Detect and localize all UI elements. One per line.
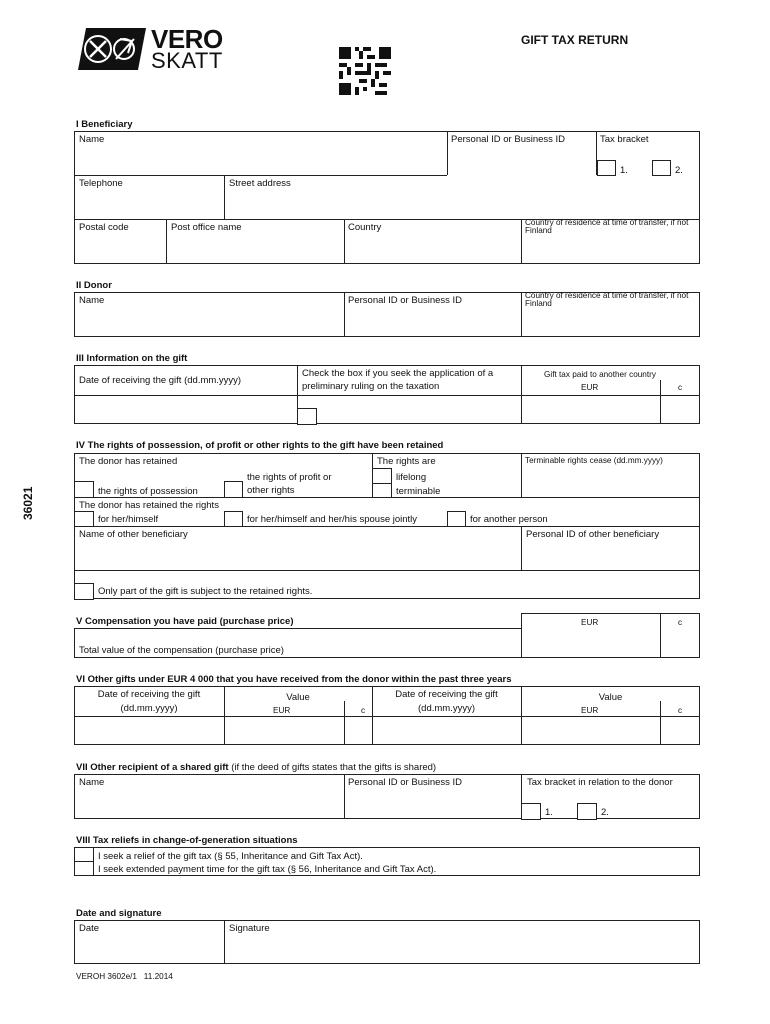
label-possession: the rights of possession [98, 486, 198, 497]
for-another-checkbox[interactable] [447, 511, 466, 527]
paid-cents-field[interactable] [662, 397, 699, 423]
section-shared-gift-heading [76, 762, 436, 773]
label-beneficiary-pid: Personal ID or Business ID [451, 134, 566, 145]
shared-name-field[interactable] [76, 789, 343, 818]
label-extended-payment: I seek extended payment time for the gift tax (§ 56, Inheritance and Gift Tax Act). [98, 864, 437, 875]
for-spouse-checkbox[interactable] [224, 511, 243, 527]
shared-gift-heading-note: (if the deed of gifts states that the gifts is shared) [228, 762, 437, 773]
telephone-field[interactable] [76, 190, 222, 218]
label-gift1-date-line2: (dd.mm.yyyy) [120, 703, 178, 714]
label-beneficiary-residence: Country of residence at time of transfer, if not Finland [525, 218, 689, 235]
label-telephone: Telephone [79, 178, 123, 189]
label-country: Country [348, 222, 382, 233]
only-part-checkbox[interactable] [74, 583, 94, 600]
logo-skatt: SKATT [151, 48, 223, 73]
postal-code-field[interactable] [76, 234, 164, 263]
label-gift1-value: Value [286, 692, 310, 703]
donor-residence-field[interactable] [523, 309, 699, 336]
label-beneficiary-name: Name [79, 134, 105, 145]
shared-bracket-2-label: 2. [601, 807, 609, 818]
label-compensation-eur: EUR [581, 618, 599, 627]
post-office-field[interactable] [168, 234, 343, 263]
label-relief-gift-tax: I seek a relief of the gift tax (§ 55, Inheritance and Gift Tax Act). [98, 851, 363, 862]
paid-eur-field[interactable] [523, 397, 659, 423]
compensation-cents-field[interactable] [662, 629, 699, 657]
label-paid-c: c [678, 383, 683, 392]
street-address-field[interactable] [226, 190, 698, 218]
label-gift2-date-line1: Date of receiving the gift [395, 689, 498, 700]
label-profit-line1: the rights of profit or [247, 472, 332, 483]
donor-pid-field[interactable] [346, 307, 520, 336]
vero-emblem-icon [76, 27, 148, 71]
tax-bracket-1-label: 1. [620, 165, 628, 176]
label-for-himself: for her/himself [98, 514, 159, 525]
gift1-date-field[interactable] [76, 718, 223, 744]
preliminary-ruling-checkbox[interactable] [297, 408, 317, 425]
shared-bracket-1-label: 1. [545, 807, 553, 818]
rights-of-possession-checkbox[interactable] [74, 481, 94, 498]
label-date-received: Date of receiving the gift (dd.mm.yyyy) [79, 375, 242, 386]
label-terminable: terminable [396, 486, 441, 497]
label-gift1-date-line1: Date of receiving the gift [97, 689, 201, 700]
tax-bracket-2-label: 2. [675, 165, 683, 176]
terminable-checkbox[interactable] [372, 483, 392, 498]
label-donor-pid: Personal ID or Business ID [348, 295, 463, 306]
label-compensation-c: c [678, 618, 683, 627]
label-ruling-line1: Check the box if you seek the application of a [302, 368, 494, 379]
label-street-address: Street address [229, 178, 291, 189]
label-for-another: for another person [470, 514, 548, 525]
gift2-eur-field[interactable] [523, 718, 659, 744]
tax-bracket-1-checkbox[interactable] [597, 160, 616, 176]
shared-bracket-2-checkbox[interactable] [577, 803, 597, 820]
beneficiary-name-field[interactable] [76, 146, 445, 174]
other-beneficiary-pid-field[interactable] [523, 541, 699, 569]
vero-logo [76, 24, 223, 73]
label-gift1-eur: EUR [273, 706, 291, 715]
label-other-beneficiary-name: Name of other beneficiary [79, 529, 188, 540]
section-gift-info-heading: III Information on the gift [76, 353, 188, 364]
section-donor-heading: II Donor [76, 280, 112, 291]
label-tax-bracket: Tax bracket [600, 134, 649, 145]
date-field[interactable] [76, 935, 223, 963]
label-date: Date [79, 923, 100, 934]
gift1-cents-field[interactable] [346, 718, 371, 744]
gift2-cents-field[interactable] [662, 718, 699, 744]
form-code-footer: VEROH 3602e/1 11.2014 [76, 972, 173, 981]
label-gift1-c: c [361, 706, 366, 715]
label-shared-bracket: Tax bracket in relation to the donor [527, 777, 673, 788]
label-retained-rights: The donor has retained the rights [79, 500, 219, 511]
label-rights-are: The rights are [377, 456, 436, 467]
label-other-beneficiary-pid: Personal ID of other beneficiary [526, 529, 660, 540]
compensation-eur-field[interactable] [523, 629, 659, 657]
section-rights-heading: IV The rights of possession, of profit or other rights to the gift have been retained [76, 440, 444, 451]
terminable-cease-field[interactable] [523, 467, 699, 496]
label-postal-code: Postal code [79, 222, 129, 233]
label-donor-residence: Country of residence at time of transfer, if not Finland [525, 291, 689, 308]
beneficiary-residence-field[interactable] [523, 236, 699, 263]
shared-gift-heading-bold: VII Other recipient of a shared gift [76, 762, 229, 773]
label-gift2-eur: EUR [581, 706, 599, 715]
label-signature: Signature [229, 923, 270, 934]
date-received-field[interactable] [76, 397, 296, 423]
extended-payment-checkbox[interactable] [74, 861, 94, 876]
label-terminable-cease: Terminable rights cease (dd.mm.yyyy) [525, 456, 663, 465]
label-compensation-total: Total value of the compensation (purchase price) [79, 645, 284, 656]
form-title: GIFT TAX RETURN [521, 33, 629, 47]
label-paid-eur: EUR [581, 383, 599, 392]
beneficiary-pid-field[interactable] [449, 146, 594, 174]
rights-of-profit-checkbox[interactable] [224, 481, 243, 498]
label-donor-retained: The donor has retained [79, 456, 178, 467]
label-post-office: Post office name [171, 222, 242, 233]
label-for-spouse: for her/himself and her/his spouse jointly [247, 514, 418, 525]
section-tax-reliefs-heading: VIII Tax reliefs in change-of-generation situations [76, 835, 298, 846]
qr-code-icon [339, 47, 391, 95]
tax-bracket-2-checkbox[interactable] [652, 160, 671, 176]
country-field[interactable] [346, 234, 520, 263]
gift2-date-field[interactable] [374, 718, 520, 744]
logo-vero: VERO [151, 24, 223, 54]
label-donor-name: Name [79, 295, 105, 306]
gift1-eur-field[interactable] [226, 718, 343, 744]
label-ruling-line2: preliminary ruling on the taxation [302, 381, 440, 392]
donor-name-field[interactable] [76, 307, 343, 336]
relief-gift-tax-checkbox[interactable] [74, 847, 94, 862]
section-signature-heading: Date and signature [76, 908, 162, 919]
label-profit-line2: other rights [247, 485, 295, 496]
label-gift2-value: Value [598, 692, 623, 703]
section-beneficiary-heading: I Beneficiary [76, 119, 133, 130]
label-gift2-c: c [678, 706, 683, 715]
side-code: 36021 [21, 486, 35, 520]
label-shared-name: Name [79, 777, 105, 788]
label-gift2-date-line2: (dd.mm.yyyy) [418, 703, 475, 714]
signature-field[interactable] [226, 935, 699, 963]
section-other-gifts-heading: VI Other gifts under EUR 4 000 that you have received from the donor within the past three years [76, 674, 512, 685]
for-himself-checkbox[interactable] [74, 511, 94, 527]
shared-pid-field[interactable] [346, 789, 520, 818]
label-shared-pid: Personal ID or Business ID [348, 777, 463, 788]
label-paid-other-country: Gift tax paid to another country [544, 370, 656, 379]
label-lifelong: lifelong [396, 472, 427, 483]
label-only-part: Only part of the gift is subject to the retained rights. [98, 586, 313, 597]
lifelong-checkbox[interactable] [372, 468, 392, 484]
section-compensation-heading: V Compensation you have paid (purchase price) [76, 616, 294, 627]
other-beneficiary-name-field[interactable] [76, 541, 520, 569]
shared-bracket-1-checkbox[interactable] [521, 803, 541, 820]
